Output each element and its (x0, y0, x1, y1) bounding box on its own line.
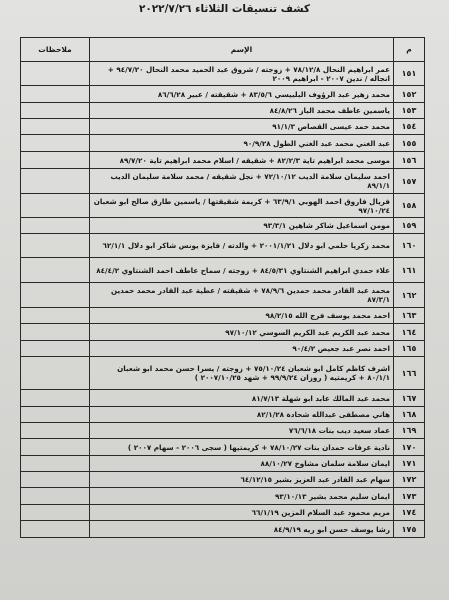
table-row (21, 390, 425, 407)
row-name: مومن اسماعيل شاكر شاهين ٩٣/٣/١ (90, 218, 394, 234)
row-notes (21, 169, 90, 194)
row-name: عبد الغني محمد عبد الغني الطول ٩٠/٩/٢٨ (90, 135, 394, 152)
row-name: محمد زكريا حلمي ابو دلال ٢٠٠١/١/٢١ + والدته / فايزة يونس شاكر ابو دلال ٦٢/١/١ (90, 234, 394, 258)
row-notes (21, 390, 90, 407)
row-name: ايمان سلامة سلمان مشاوخ ٨٨/١٠/٢٧ (90, 456, 394, 472)
row-number: ١٦٥ (394, 341, 425, 357)
table-row (21, 505, 425, 521)
row-number: ١٧٥ (394, 521, 425, 538)
row-number: ١٦٦ (394, 357, 425, 390)
coordination-table (20, 37, 425, 538)
row-name: احمد سليمان سلامة الديب ٧٢/١٠/١٢ + نجل شقيقه / محمد سلامة سليمان الديب ٨٩/١/١ (90, 169, 394, 194)
table-row (21, 407, 425, 423)
row-notes (21, 86, 90, 103)
row-number: ١٥٧ (394, 169, 425, 194)
row-name: محمد عبد المالك عابد ابو شهلة ٨١/٧/١٣ (90, 390, 394, 407)
row-number: ١٥٦ (394, 152, 425, 169)
row-notes (21, 103, 90, 119)
row-name: موسى محمد ابراهيم تاية ٨٢/٢/٣ + شقيقه / اسلام محمد ابراهيم تاية ٨٩/٧/٢٠ (90, 152, 394, 169)
table-row (21, 472, 425, 488)
row-notes (21, 505, 90, 521)
row-name: فريال فاروق احمد الهوبي ٦٣/٩/١ + كريمة شقيقتها / ياسمين طارق صالح ابو شعبان ٩٧/١٠/٢٤ (90, 194, 394, 218)
row-notes (21, 258, 90, 283)
row-number: ١٦٨ (394, 407, 425, 423)
table-row (21, 341, 425, 357)
row-number: ١٥٩ (394, 218, 425, 234)
row-name: محمد عبد الكريم عبد الكريم السوسي ٩٧/١٠/١٢ (90, 324, 394, 341)
table-header-row (21, 38, 425, 62)
row-number: ١٦٠ (394, 234, 425, 258)
row-name: علاء حمدي ابراهيم الشنتاوي ٨٤/٥/٣١ + زوجته / سماح عاطف احمد الشنتاوي ٨٤/٤/٢ (90, 258, 394, 283)
row-notes (21, 521, 90, 538)
table-row (21, 423, 425, 439)
table-row (21, 456, 425, 472)
row-name: رشا يوسف حسن ابو ريه ٨٤/٩/١٩ (90, 521, 394, 538)
row-notes (21, 341, 90, 357)
row-notes (21, 423, 90, 439)
header-name: الإسم (90, 38, 394, 62)
table-row (21, 357, 425, 390)
table-row (21, 194, 425, 218)
row-notes (21, 119, 90, 135)
row-notes (21, 357, 90, 390)
row-notes (21, 472, 90, 488)
header-number: م (394, 38, 425, 62)
row-notes (21, 308, 90, 324)
row-notes (21, 194, 90, 218)
row-notes (21, 152, 90, 169)
table-row (21, 152, 425, 169)
row-notes (21, 407, 90, 423)
row-name: اشرف كاظم كامل ابو شعبان ٧٥/١٠/٢٤ + زوجته / يسرا حسن محمد ابو شعبان ٨٠/١/١ + كريمتيه ( روزان ٩٩/٩/٢٤ + شهد ٢٠٠٧/١٠/٢٥ ) (90, 357, 394, 390)
table-row (21, 234, 425, 258)
table-row (21, 283, 425, 308)
row-number: ١٥٤ (394, 119, 425, 135)
table-row (21, 521, 425, 538)
row-number: ١٧٣ (394, 488, 425, 505)
row-number: ١٧٠ (394, 439, 425, 456)
row-name: سهام عبد القادر عبد العزيز بشير ٦٤/١٢/١٥ (90, 472, 394, 488)
page-title: كشف تنسيقات الثلاثاء ٢٠٢٢/٧/٢٦ (138, 3, 311, 15)
table-row (21, 169, 425, 194)
row-notes (21, 456, 90, 472)
row-number: ١٥٨ (394, 194, 425, 218)
table-row (21, 119, 425, 135)
row-name: محمد زهير عبد الرؤوف البلبيسي ٨٣/٥/٦ + شقيقته / عبير ٨٦/٦/٢٨ (90, 86, 394, 103)
table-row (21, 308, 425, 324)
row-number: ١٥٢ (394, 86, 425, 103)
row-name: عمر ابراهيم النحال ٧٨/١٢/٨ + زوجته / شروق عبد الحميد محمد النحال ٩٤/٧/٢٠ + انجاله / ندين ٢٠٠٧ - ابراهيم ٢٠٠٩ (90, 62, 394, 86)
row-number: ١٦١ (394, 258, 425, 283)
row-number: ١٥٥ (394, 135, 425, 152)
row-name: محمد حمد عيسى القصاص ٩١/١/٣ (90, 119, 394, 135)
row-number: ١٦٩ (394, 423, 425, 439)
row-notes (21, 324, 90, 341)
row-name: ياسمين عاطف محمد الباز ٨٤/٨/٢٦ (90, 103, 394, 119)
row-number: ١٦٢ (394, 283, 425, 308)
row-notes (21, 234, 90, 258)
table-row (21, 324, 425, 341)
row-number: ١٥٣ (394, 103, 425, 119)
row-name: احمد نصر عبد جعيص ٩٠/٤/٢ (90, 341, 394, 357)
row-number: ١٧٤ (394, 505, 425, 521)
row-number: ١٦٤ (394, 324, 425, 341)
table-row (21, 218, 425, 234)
table-row (21, 135, 425, 152)
row-name: احمد محمد يوسف فرج الله ٩٨/٢/١٥ (90, 308, 394, 324)
table-row (21, 258, 425, 283)
row-name: نادية عرفات حمدان بنات ٧٨/١٠/٢٧ + كريمتيها ( سجى ٢٠٠٦ - سهام ٢٠٠٧ ) (90, 439, 394, 456)
row-number: ١٦٣ (394, 308, 425, 324)
row-number: ١٥١ (394, 62, 425, 86)
header-notes: ملاحظات (21, 38, 90, 62)
row-name: هاني مصطفى عبدالله شحادة ٨٢/١/٢٨ (90, 407, 394, 423)
row-notes (21, 488, 90, 505)
table-row (21, 86, 425, 103)
table-row (21, 103, 425, 119)
row-name: عماد سعيد ديب بنات ٧٦/٦/١٨ (90, 423, 394, 439)
row-notes (21, 218, 90, 234)
row-number: ١٦٧ (394, 390, 425, 407)
row-number: ١٧٢ (394, 472, 425, 488)
row-name: ايمان سليم محمد بشير ٩٣/١٠/١٣ (90, 488, 394, 505)
row-name: محمد عبد القادر محمد حمدين ٧٨/٩/٦ + شقيقته / عطية عبد القادر محمد حمدين ٨٧/٣/١ (90, 283, 394, 308)
row-name: مريم محمود عبد السلام المزين ٦٦/١/١٩ (90, 505, 394, 521)
row-notes (21, 135, 90, 152)
table-row (21, 62, 425, 86)
row-notes (21, 283, 90, 308)
row-notes (21, 62, 90, 86)
table-row (21, 439, 425, 456)
row-number: ١٧١ (394, 456, 425, 472)
table-row (21, 488, 425, 505)
row-notes (21, 439, 90, 456)
